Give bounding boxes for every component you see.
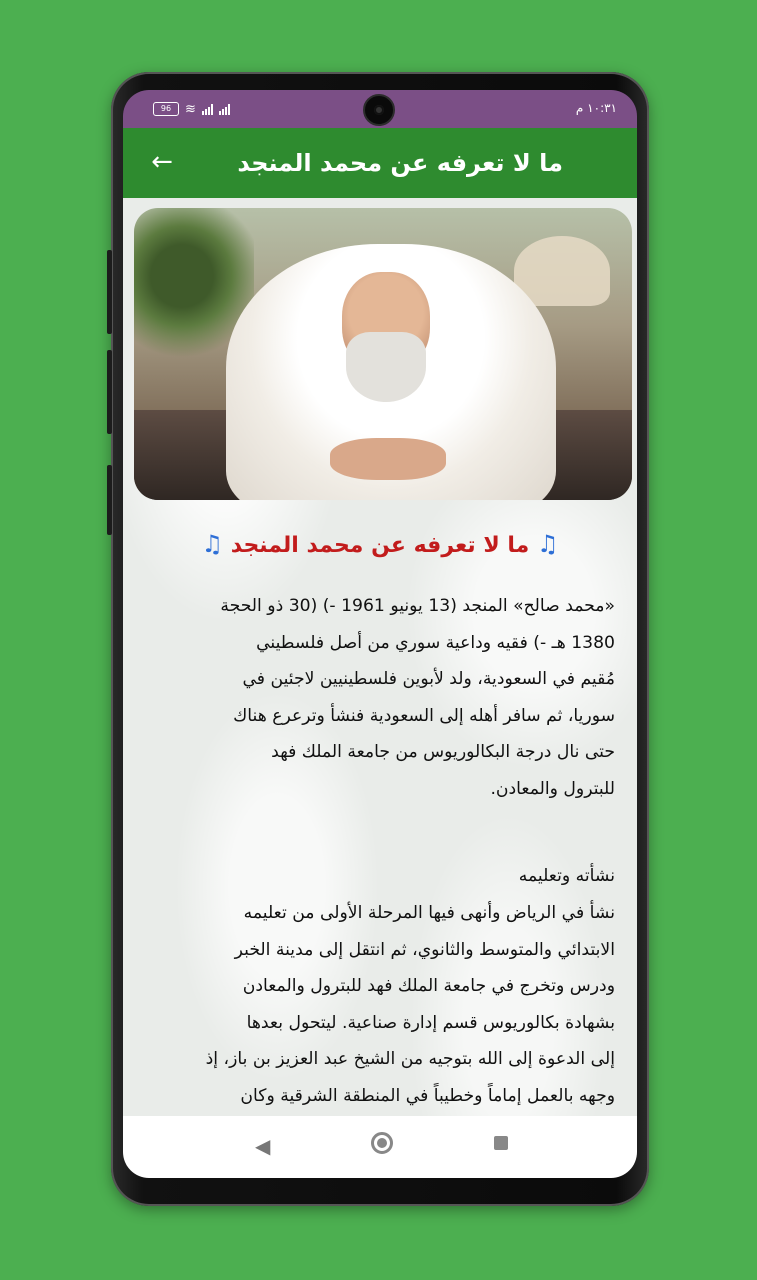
text-line: للبترول والمعادن.: [490, 778, 615, 799]
arrow-left-icon[interactable]: ←: [151, 147, 173, 177]
status-bar: [123, 90, 637, 128]
text-line: نشأ في الرياض وأنهى فيها المرحلة الأولى من تعليمه: [243, 903, 615, 923]
nav-back-icon[interactable]: ◀: [255, 1134, 271, 1158]
text-line: 1380 هـ -) فقيه وداعية سوري من أصل فلسطيني: [256, 632, 615, 653]
section-body: [157, 895, 615, 1114]
text-line: «محمد صالح» المنجد (13 يونيو 1961 -) (30 ذو الحجة: [220, 596, 615, 616]
text-line: سوريا، ثم سافر أهله إلى السعودية فنشأ وترعرع هناك: [233, 705, 615, 726]
article-intro: [157, 588, 615, 807]
text-line: حتى نال درجة البكالوريوس من جامعة الملك فهد: [271, 742, 615, 762]
nav-recent-icon[interactable]: [494, 1136, 508, 1150]
text-line: الابتدائي والمتوسط والثانوي، ثم انتقل إلى مدينة الخبر: [234, 939, 615, 960]
text-line: إلى الدعوة إلى الله بتوجيه من الشيخ عبد العزيز بن باز، إذ: [205, 1049, 615, 1069]
section-title: نشأته وتعليمه: [518, 866, 615, 886]
music-note-icon: ♫: [536, 530, 559, 558]
wifi-icon: ≋: [185, 101, 196, 117]
text-line: وجهه بالعمل إماماً وخطيباً في المنطقة الشرقية وكان: [240, 1085, 615, 1106]
text-line: بشهادة بكالوريوس قسم إدارة صناعية. ليتحول بعدها: [246, 1012, 615, 1033]
status-time: ١٠:٣١ م: [575, 101, 617, 115]
toolbar-title: ما لا تعرفه عن محمد المنجد: [237, 149, 563, 177]
signal-icon-2: [219, 103, 230, 115]
battery-icon: 96: [153, 102, 179, 116]
front-camera: [363, 94, 395, 126]
signal-icon: [202, 103, 213, 115]
article-hero-image: [134, 208, 632, 500]
app-toolbar: [123, 128, 637, 198]
phone-screen: [123, 90, 637, 1178]
music-note-icon: ♫: [201, 530, 224, 558]
article-heading-text: ما لا تعرفه عن محمد المنجد: [230, 533, 530, 558]
status-icons: [153, 102, 230, 116]
system-nav-bar: [123, 1116, 637, 1178]
text-line: مُقيم في السعودية، ولد لأبوين فلسطينيين لاجئين في: [242, 669, 615, 689]
power-button: [107, 465, 112, 535]
article-content[interactable]: [123, 198, 637, 1116]
nav-home-icon[interactable]: [371, 1132, 393, 1154]
text-line: ودرس وتخرج في جامعة الملك فهد للبترول والمعادن: [242, 976, 615, 996]
article-heading: [123, 528, 637, 562]
volume-down-button: [107, 350, 112, 434]
volume-up-button: [107, 250, 112, 334]
